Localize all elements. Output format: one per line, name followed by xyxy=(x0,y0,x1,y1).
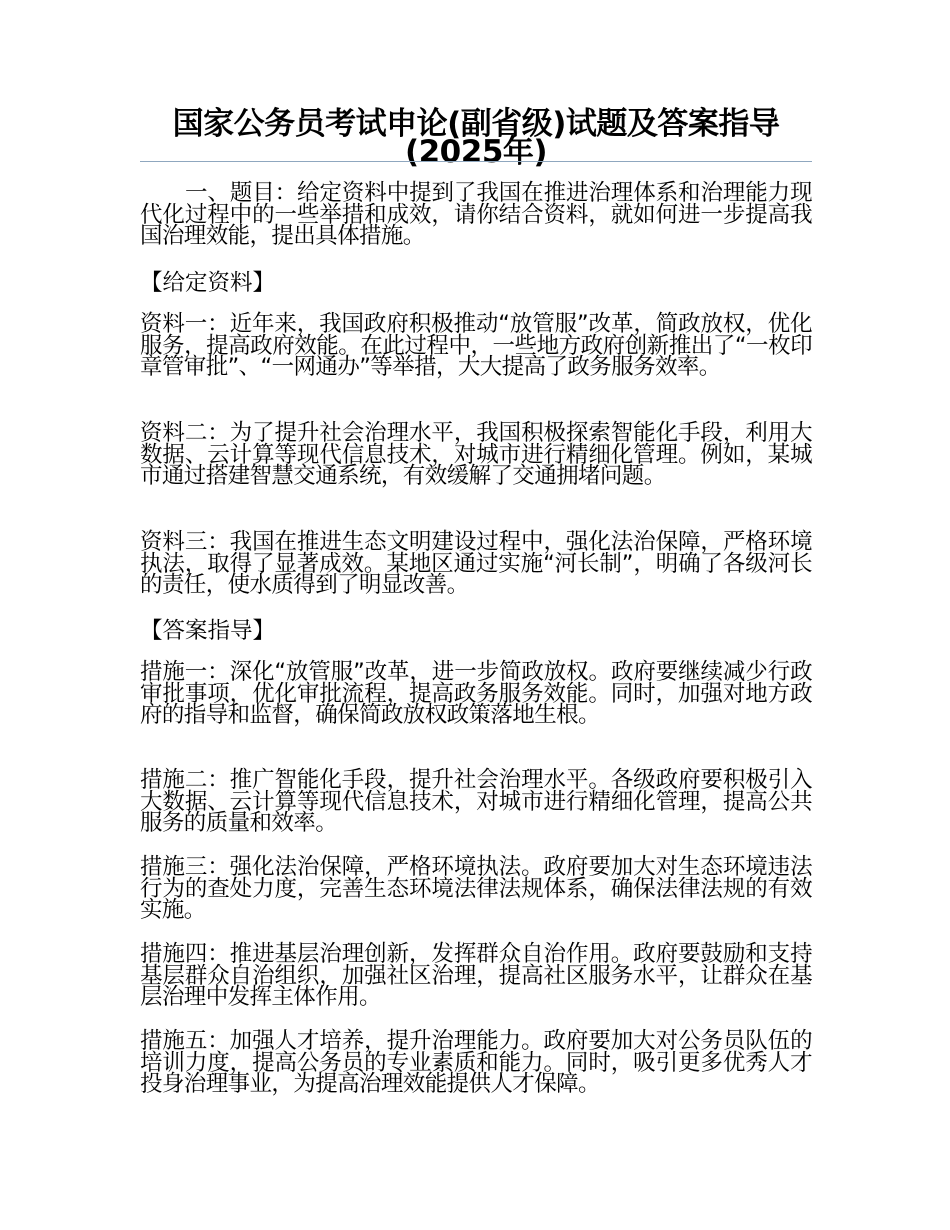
measure-paragraph-4: 措施四：推进基层治理创新，发挥群众自治作用。政府要鼓励和支持基层群众自治组织，加强社区治理，提高社区服务水平，让群众在基层治理中发挥主体作用。 xyxy=(140,941,812,1010)
measure-paragraph-1: 措施一：深化“放管服”改革，进一步简政放权。政府要继续减少行政审批事项，优化审批流程，提高政务服务效能。同时，加强对地方政府的指导和监督，确保简政放权政策落地生根。 xyxy=(140,659,812,728)
answer-heading: 【答案指导】 xyxy=(140,618,276,644)
material-paragraph-2: 资料二：为了提升社会治理水平，我国积极探索智能化手段，利用大数据、云计算等现代信息技术，对城市进行精细化管理。例如，某城市通过搭建智慧交通系统，有效缓解了交通拥堵问题。 xyxy=(140,420,812,489)
document-title: 国家公务员考试申论(副省级)试题及答案指导(2025年) xyxy=(172,106,780,170)
measure-paragraph-3: 措施三：强化法治保障，严格环境执法。政府要加大对生态环境违法行为的查处力度，完善生态环境法律法规体系，确保法律法规的有效实施。 xyxy=(140,854,812,923)
measure-paragraph-2: 措施二：推广智能化手段，提升社会治理水平。各级政府要积极引入大数据、云计算等现代信息技术，对城市进行精细化管理，提高公共服务的质量和效率。 xyxy=(140,767,812,836)
question-paragraph: 一、题目：给定资料中提到了我国在推进治理体系和治理能力现代化过程中的一些举措和成效，请你结合资料，就如何进一步提高我国治理效能，提出具体措施。 xyxy=(140,180,812,249)
title-divider xyxy=(140,161,812,162)
material-paragraph-3: 资料三：我国在推进生态文明建设过程中，强化法治保障，严格环境执法，取得了显著成效。某地区通过实施“河长制”，明确了各级河长的责任，使水质得到了明显改善。 xyxy=(140,529,812,598)
material-paragraph-1: 资料一：近年来，我国政府积极推动“放管服”改革，简政放权，优化服务，提高政府效能。在此过程中，一些地方政府创新推出了“一枚印章管审批”、“一网通办”等举措，大大提高了政务服务效率。 xyxy=(140,311,812,380)
materials-heading: 【给定资料】 xyxy=(140,270,276,296)
measure-paragraph-5: 措施五：加强人才培养，提升治理能力。政府要加大对公务员队伍的培训力度，提高公务员的专业素质和能力。同时，吸引更多优秀人才投身治理事业，为提高治理效能提供人才保障。 xyxy=(140,1028,812,1097)
